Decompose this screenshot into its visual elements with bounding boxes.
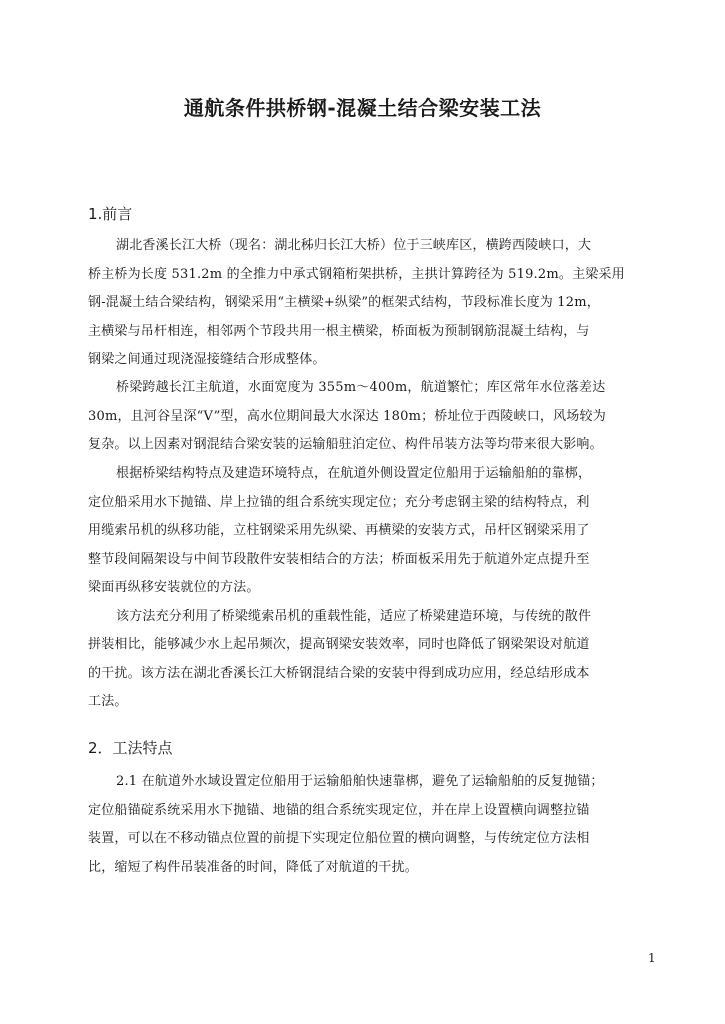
- paragraph-line: 根据桥梁结构特点及建造环境特点，在航道外侧设置定位船用于运输船舶的靠梆，: [116, 466, 592, 481]
- section-heading-features: 2．工法特点: [88, 739, 173, 757]
- page-number: 1: [648, 951, 656, 965]
- paragraph-line: 钢-混凝土结合梁结构，钢梁采用“主横梁+纵梁”的框架式结构，节段标准长度为 12m，: [88, 295, 600, 310]
- paragraph-line: 复杂。以上因素对钢混结合梁安装的运输船驻泊定位、构件吊装方法等均带来很大影响。: [88, 437, 603, 452]
- paragraph-line: 工法。: [88, 694, 128, 709]
- paragraph-line: 用缆索吊机的纵移功能，立柱钢梁采用先纵梁、再横梁的安装方式，吊杆区钢梁采用了: [88, 523, 590, 538]
- paragraph-line: 桥梁跨越长江主航道，水面宽度为 355m～400m，航道繁忙；库区常年水位落差达: [116, 380, 606, 395]
- paragraph-line: 钢梁之间通过现浇湿接缝结合形成整体。: [88, 352, 326, 367]
- paragraph-line: 该方法充分利用了桥梁缆索吊机的重载性能，适应了桥梁建造环境，与传统的散件: [116, 609, 592, 624]
- paragraph-line: 30m，且河谷呈深“V”型，高水位期间最大水深达 180m；桥址位于西陵峡口，风场较为: [88, 409, 606, 424]
- paragraph-line: 湖北香溪长江大桥（现名：湖北秭归长江大桥）位于三峡库区，横跨西陵峡口，大: [116, 238, 592, 253]
- paragraph-line: 定位船锚碇系统采用水下抛锚、地锚的组合系统实现定位，并在岸上设置横向调整拉锚: [88, 803, 590, 818]
- paragraph-line: 桥主桥为长度 531.2m 的全推力中承式钢箱桁架拱桥，主拱计算跨径为 519.2m。主梁采用: [88, 267, 625, 282]
- paragraph-line: 梁面再纵移安装就位的方法。: [88, 580, 260, 595]
- paragraph-line: 2.1 在航道外水域设置定位船用于运输船舶快速靠梆，避免了运输船舶的反复抛锚；: [116, 774, 604, 789]
- paragraph-line: 的干扰。该方法在湖北香溪长江大桥钢混结合梁的安装中得到成功应用，经总结形成本: [88, 666, 590, 681]
- paragraph-line: 比，缩短了构件吊装准备的时间，降低了对航道的干扰。: [88, 860, 419, 875]
- paragraph-line: 定位船采用水下抛锚、岸上拉锚的组合系统实现定位；充分考虑钢主梁的结构特点，利: [88, 495, 590, 510]
- paragraph-line: 主横梁与吊杆相连，相邻两个节段共用一根主横梁，桥面板为预制钢筋混凝土结构，与: [88, 324, 590, 339]
- paragraph-line: 装置，可以在不移动锚点位置的前提下实现定位船位置的横向调整，与传统定位方法相: [88, 831, 590, 846]
- paragraph-line: 整节段间隔架设与中间节段散件安装相结合的方法；桥面板采用先于航道外定点提升至: [88, 552, 590, 567]
- page-title: 通航条件拱桥钢-混凝土结合梁安装工法: [183, 96, 542, 120]
- paragraph-line: 拼装相比，能够减少水上起吊频次，提高钢梁安装效率，同时也降低了钢梁架设对航道: [88, 637, 590, 652]
- section-heading-intro: 1.前言: [88, 205, 133, 223]
